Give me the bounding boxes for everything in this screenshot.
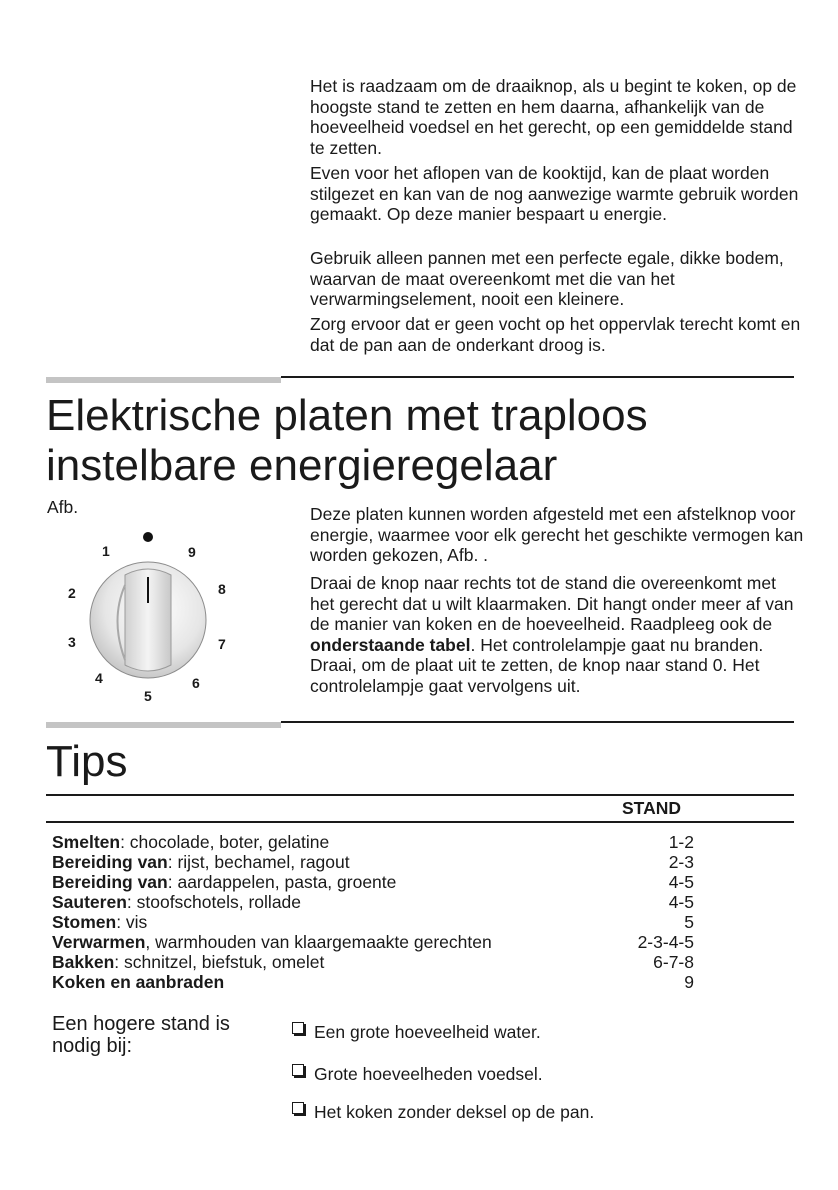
row-stand: 1-2 (668, 832, 694, 852)
table-row (52, 872, 694, 892)
row-label: Stomen: vis (52, 912, 148, 932)
table-reference: onderstaande tabel (310, 634, 471, 655)
checklist-text: Grote hoeveelheden voedsel. (314, 1064, 543, 1084)
section1-paragraph: Deze platen kunnen worden afgesteld met een afstelknop voor energie, waarmee voor elk gerecht het geschikte vermogen kan worden gekozen, Afb. . (310, 504, 804, 565)
paragraph-text: . Het controlelampje gaat nu branden. Draai, om de plaat uit te zetten, de knop naar stand 0. Het controlelampje gaat vervolgens uit. (310, 634, 764, 696)
row-label: Sauteren: stoofschotels, rollade (52, 892, 302, 912)
dial-number-9: 9 (188, 544, 196, 560)
row-label: Koken en aanbraden (52, 972, 225, 992)
position-dot (143, 532, 153, 542)
row-stand: 4-5 (668, 892, 694, 912)
table-top-rule (46, 794, 794, 796)
intro-paragraph: Het is raadzaam om de draaiknop, als u begint te koken, op de hoogste stand te zetten en hem daarna, afhankelijk van de hoeveelheid voedsel en het gerecht, op een gemiddelde stand te zetten. (310, 76, 797, 158)
section-rule (281, 721, 794, 723)
table-row (52, 972, 694, 992)
paragraph-text: Draai de knop naar rechts tot de stand die overeenkomt met het gerecht dat u wilt klaarmaken. Dit hangt onder meer af van de manier van koken en de hoeveelheid. Raadpleeg ook de (310, 573, 794, 634)
checklist-text: Een grote hoeveelheid water. (314, 1022, 541, 1042)
dial-number-6: 6 (192, 675, 200, 691)
column-header-stand: STAND (622, 798, 681, 818)
dial-number-2: 2 (68, 585, 76, 601)
figure-label: Afb. (47, 497, 79, 517)
intro-paragraph: Gebruik alleen pannen met een perfecte egale, dikke bodem, waarvan de maat overeenkomt met die van het verwarmingselement, nooit een kleinere. (310, 248, 784, 309)
checkbox-icon (292, 1022, 304, 1034)
checklist-item (292, 1063, 543, 1085)
row-stand: 5 (684, 912, 694, 932)
section-title-line1: Elektrische platen met traploos (46, 391, 648, 440)
row-stand: 9 (684, 972, 694, 992)
row-stand: 2-3 (668, 852, 694, 872)
section-rule-accent (46, 722, 281, 728)
table-row (52, 952, 694, 972)
higher-setting-label: Een hogere stand is nodig bij: (52, 1013, 230, 1057)
checkbox-icon (292, 1102, 304, 1114)
section-rule (281, 376, 794, 378)
control-knob-figure (55, 525, 255, 715)
dial-number-1: 1 (102, 543, 110, 559)
section1-paragraph (310, 573, 805, 696)
row-stand: 4-5 (668, 872, 694, 892)
row-stand: 2-3-4-5 (637, 932, 694, 952)
row-label: Bereiding van: aardappelen, pasta, groente (52, 872, 397, 892)
checklist-text: Het koken zonder deksel op de pan. (314, 1102, 595, 1122)
table-row (52, 932, 694, 952)
section-title (46, 391, 806, 491)
dial-number-4: 4 (95, 670, 103, 686)
table-row (52, 892, 694, 912)
table-header-rule (46, 821, 794, 823)
control-knob-icon (55, 525, 255, 715)
row-label: Bakken: schnitzel, biefstuk, omelet (52, 952, 325, 972)
row-stand: 6-7-8 (653, 952, 694, 972)
tips-title: Tips (46, 737, 128, 786)
row-label: Smelten: chocolade, boter, gelatine (52, 832, 330, 852)
section-title-line2: instelbare energieregelaar (46, 441, 558, 490)
row-label: Bereiding van: rijst, bechamel, ragout (52, 852, 350, 872)
section-rule-accent (46, 377, 281, 383)
dial-number-8: 8 (218, 581, 226, 597)
dial-number-3: 3 (68, 634, 76, 650)
checklist-item (292, 1021, 541, 1043)
dial-number-5: 5 (144, 688, 152, 704)
table-row (52, 832, 694, 852)
table-row (52, 912, 694, 932)
table-row (52, 852, 694, 872)
intro-paragraph: Even voor het aflopen van de kooktijd, kan de plaat worden stilgezet en kan van de nog aanwezige warmte gebruik worden gemaakt. Op deze manier bespaart u energie. (310, 163, 799, 224)
checkbox-icon (292, 1064, 304, 1076)
row-label: Verwarmen, warmhouden van klaargemaakte gerechten (52, 932, 492, 952)
intro-paragraph: Zorg ervoor dat er geen vocht op het oppervlak terecht komt en dat de pan aan de onderkant droog is. (310, 314, 801, 355)
dial-number-7: 7 (218, 636, 226, 652)
checklist-item (292, 1101, 594, 1123)
